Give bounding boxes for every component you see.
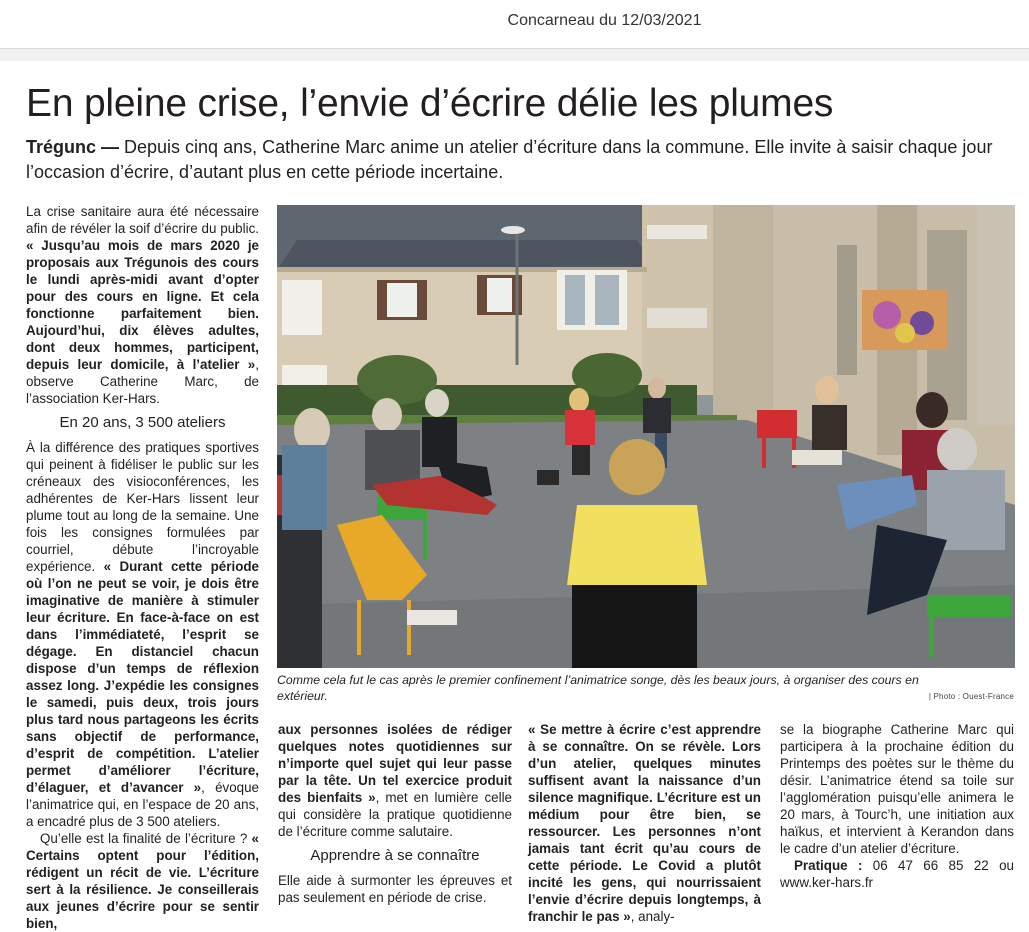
col2-p1-attribution: , met en lumière celle qui considère la pratique quotidienne de l’écriture comme salutaire. <box>278 790 512 839</box>
column-1 <box>26 203 259 932</box>
col1-p1-attribution: , observe Catherine Marc, de l’association Ker-Hars. <box>26 357 259 406</box>
col3-p1-attribution: , analy- <box>630 909 675 924</box>
col3-p1-quote: « Se mettre à écrire c’est apprendre à se connaître. On se révèle. Lors d’un atelier, quelques minutes suffisent avant la naissance d’un silence magnifique. L’écriture est un médium pour être bien, se ressourcer. Les personnes n’ont jamais tant écrit qu’au cours de cette période. Le Covid a plutôt incité les gens, qui nourrissaient l’envie d’écrire depuis longtemps, à franchir le pas » <box>528 722 761 924</box>
col1-p3-question: Qu’elle est la finalité de l’écriture ? <box>40 831 252 846</box>
column-4 <box>780 721 1014 891</box>
article-lead <box>26 135 1016 185</box>
pratique-label: Pratique : <box>794 858 863 873</box>
column-2 <box>278 721 512 906</box>
photo-outdoor-workshop <box>277 205 1015 668</box>
subhead-ateliers: En 20 ans, 3 500 ateliers <box>59 414 226 431</box>
col1-p2-quote: « Durant cette période où l’on ne peut se voir, je dois être imaginative de manière à stimuler leur écriture. En face-à-face on est dans l’immédiateté, l’esprit se dégage. En distanciel chacun dispose d’un temps de réflexion assez long. J’expédie les consignes le samedi, puis deux, trois jours plus tard nous partageons les écrits sans objectif de performance, d’esprit de compétition. L’atelier permet d’améliorer l’écriture, d’élaguer, et d’avancer » <box>26 559 259 795</box>
pratique-text: 06 47 66 85 22 ou www.ker-hars.fr <box>780 858 1014 890</box>
article-headline: En pleine crise, l’envie d’écrire délie les plumes <box>26 82 834 125</box>
top-bar <box>0 0 1029 49</box>
col1-p3-quote: « Certains optent pour l’édition, rédigent un récit de vie. L’écriture sert à la résilience. Je conseillerais aux jeunes d’écrire pour se sentir bien, <box>26 831 259 931</box>
lead-text: Depuis cinq ans, Catherine Marc anime un atelier d’écriture dans la commune. Elle invite à saisir chaque jour l’occasion d’écrire, d’autant plus en cette période incertaine. <box>26 137 993 182</box>
photo-credit: | Photo : Ouest-France <box>928 692 1014 701</box>
col2-p2: Elle aide à surmonter les épreuves et pas seulement en période de crise. <box>278 873 512 905</box>
col4-p1: se la biographe Catherine Marc qui participera à la prochaine édition du Printemps des poètes sur le thème du désir. L’animatrice étend sa toile sur l’agglomération puisqu’elle animera le 20 mars, à Tourc’h, une initiation aux haïkus, et intervient à Kerandon dans le cadre d’un atelier d’écriture. <box>780 722 1014 856</box>
col2-p1-quote: aux personnes isolées de rédiger quelques notes quotidiennes sur n’importe quel sujet qui leur passe par la tête. Un tel exercice produit des bienfaits » <box>278 722 512 805</box>
dateline: Concarneau du 12/03/2021 <box>507 12 702 29</box>
col1-p2-attribution: , évoque l’animatrice qui, en l’espace de 20 ans, a encadré plus de 3 500 ateliers. <box>26 780 259 829</box>
col1-p1-intro: La crise sanitaire aura été nécessaire afin de révéler la soif d’écrire du public. <box>26 204 259 236</box>
header-stripe <box>0 49 1029 61</box>
photo-caption: Comme cela fut le cas après le premier confinement l’animatrice songe, dès les beaux jours, à organiser des cours en extérieur. <box>277 673 919 703</box>
article-photo <box>277 205 1015 668</box>
column-3 <box>528 721 761 925</box>
col1-p1-quote: « Jusqu’au mois de mars 2020 je proposais aux Trégunois des cours le lundi après-midi avant d’opter pour des cours en ligne. Et cela fonctionne parfaitement bien. Aujourd’hui, dix élèves adultes, dont deux hommes, participent, depuis leur domicile, à l’atelier » <box>26 238 259 372</box>
col1-p2-intro: À la différence des pratiques sportives qui peinent à fidéliser le public sur les créneaux des visioconférences, les adhérentes de Ker-Hars lissent leur plume tout au long de la semaine. Une fois les consignes formulées par courriel, débute l’incroyable expérience. <box>26 440 259 574</box>
subhead-connaitre: Apprendre à se connaître <box>310 847 480 864</box>
lead-place: Trégunc — <box>26 137 120 157</box>
